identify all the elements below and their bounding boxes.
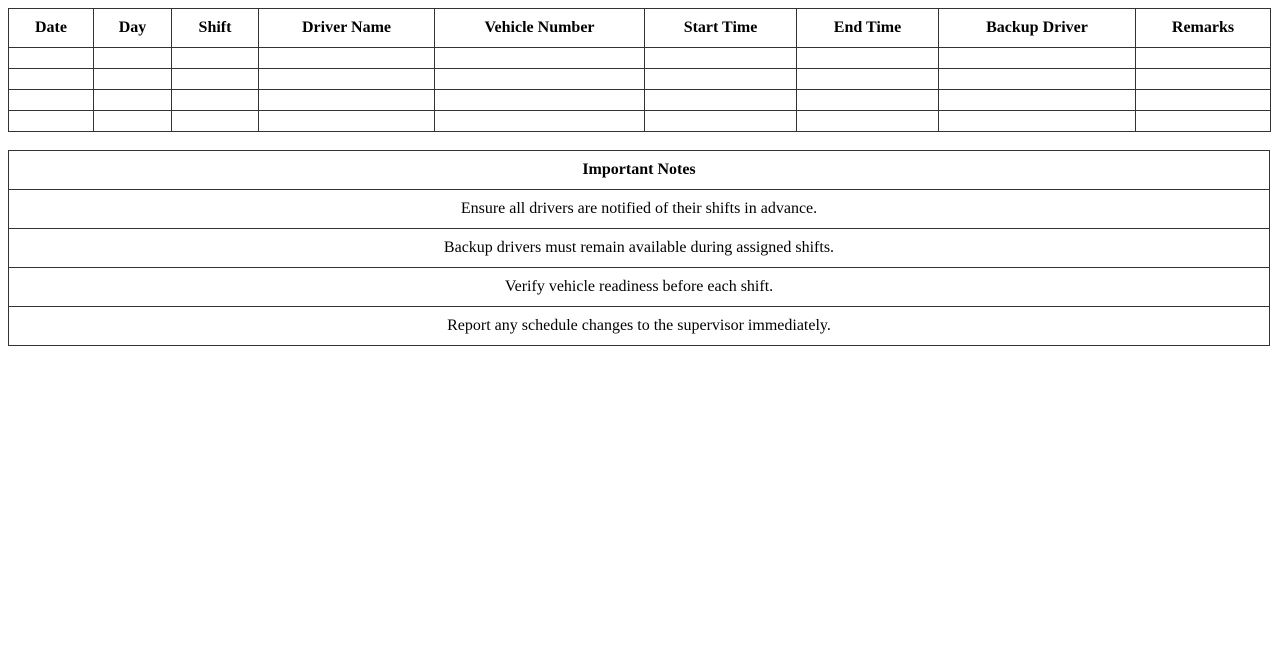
table-cell-date <box>9 48 94 69</box>
table-cell-end-time <box>797 111 939 132</box>
notes-title: Important Notes <box>9 151 1270 190</box>
notes-header-row <box>9 151 1270 190</box>
table-cell-remarks <box>1136 111 1271 132</box>
column-header-start-time: Start Time <box>645 9 797 48</box>
table-header-row <box>9 9 1271 48</box>
table-row <box>9 48 1271 69</box>
table-cell-date <box>9 69 94 90</box>
table-cell-start-time <box>645 90 797 111</box>
note-item: Verify vehicle readiness before each shift. <box>9 268 1270 307</box>
table-row <box>9 90 1271 111</box>
table-cell-end-time <box>797 48 939 69</box>
table-cell-remarks <box>1136 48 1271 69</box>
table-cell-vehicle-number <box>435 111 645 132</box>
table-cell-shift <box>172 69 259 90</box>
note-row <box>9 190 1270 229</box>
column-header-end-time: End Time <box>797 9 939 48</box>
note-row <box>9 268 1270 307</box>
table-cell-start-time <box>645 48 797 69</box>
table-cell-start-time <box>645 111 797 132</box>
column-header-date: Date <box>9 9 94 48</box>
table-cell-shift <box>172 48 259 69</box>
table-cell-driver-name <box>259 111 435 132</box>
table-cell-backup-driver <box>939 111 1136 132</box>
driver-schedule-table <box>8 8 1271 132</box>
table-cell-shift <box>172 90 259 111</box>
table-cell-day <box>94 48 172 69</box>
column-header-day: Day <box>94 9 172 48</box>
column-header-driver-name: Driver Name <box>259 9 435 48</box>
note-row <box>9 307 1270 346</box>
table-cell-driver-name <box>259 48 435 69</box>
column-header-remarks: Remarks <box>1136 9 1271 48</box>
important-notes-table <box>8 150 1270 346</box>
table-cell-day <box>94 69 172 90</box>
column-header-vehicle-number: Vehicle Number <box>435 9 645 48</box>
table-row <box>9 69 1271 90</box>
table-cell-backup-driver <box>939 69 1136 90</box>
column-header-backup-driver: Backup Driver <box>939 9 1136 48</box>
column-header-shift: Shift <box>172 9 259 48</box>
table-cell-vehicle-number <box>435 48 645 69</box>
note-item: Ensure all drivers are notified of their shifts in advance. <box>9 190 1270 229</box>
table-cell-driver-name <box>259 69 435 90</box>
note-row <box>9 229 1270 268</box>
table-cell-day <box>94 111 172 132</box>
table-row <box>9 111 1271 132</box>
table-cell-end-time <box>797 90 939 111</box>
page-content <box>8 8 1270 346</box>
table-cell-backup-driver <box>939 90 1136 111</box>
table-cell-start-time <box>645 69 797 90</box>
note-item: Backup drivers must remain available during assigned shifts. <box>9 229 1270 268</box>
table-cell-driver-name <box>259 90 435 111</box>
table-cell-remarks <box>1136 69 1271 90</box>
table-cell-vehicle-number <box>435 90 645 111</box>
table-cell-date <box>9 111 94 132</box>
table-cell-backup-driver <box>939 48 1136 69</box>
table-cell-date <box>9 90 94 111</box>
table-cell-vehicle-number <box>435 69 645 90</box>
table-cell-remarks <box>1136 90 1271 111</box>
table-cell-shift <box>172 111 259 132</box>
note-item: Report any schedule changes to the supervisor immediately. <box>9 307 1270 346</box>
table-cell-end-time <box>797 69 939 90</box>
table-cell-day <box>94 90 172 111</box>
